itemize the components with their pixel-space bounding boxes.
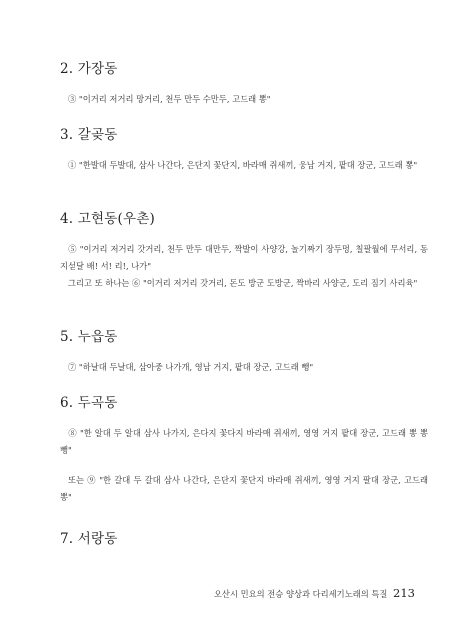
lyric-paragraph [60, 241, 428, 275]
section-heading: 3. 갈곶동 [60, 127, 118, 143]
section-dugok-dong [60, 394, 428, 506]
lyric-text: ① "한발대 두발대, 삼사 나간다, 은단지 꽃단지, 바라매 쥐새끼, 웅남 거지, 팥대 장군, 고드래 뽕" [68, 160, 418, 170]
section-gohyeon-dong [60, 210, 428, 292]
lyric-text: 또는 ⑨ "한 갈대 두 갈대 삼사 나간다, 은단지 꽃단지 바라매 쥐새끼, 영영 거지 팔대 장군, 고드래 뽕" [60, 475, 428, 502]
section-heading: 5. 누읍동 [60, 329, 118, 345]
lyric-text: ⑧ "한 알대 두 알대 삼사 나가지, 은다지 꽃다지 바라매 쥐새끼, 영영 거지 팥대 장군, 고드래 뽕 뽕 뺑" [60, 428, 428, 455]
running-title: 오산시 민요의 전승 양상과 다리세기노래의 특질 [213, 589, 388, 599]
section-heading: 4. 고현동(우촌) [60, 211, 155, 227]
lyric-paragraph [60, 359, 428, 376]
section-nueup-dong [60, 328, 428, 376]
lyric-text: ⑤ "이거리 저거리 갓거리, 천두 만두 대만두, 짝발이 사양강, 놀기짜기 장두멍, 칠팔월에 무서리, 동지섣달 배! 서! 리!, 나가" [60, 244, 428, 271]
lyric-text: ⑦ "하날대 두날대, 삼아중 나가개, 영남 거지, 팥대 장군, 고드래 뺑" [68, 362, 314, 372]
lyric-text: 그리고 또 하나는 ⑥ "이거리 저거리 갓거리, 돈도 방군 도방군, 짝바리 사양군, 도리 짐기 사리육" [68, 278, 418, 288]
lyric-paragraph [60, 91, 428, 108]
section-gajang-dong [60, 60, 428, 108]
section-seorang-dong [60, 530, 428, 548]
page-number: 213 [393, 586, 415, 600]
lyric-paragraph [60, 157, 428, 174]
section-heading: 6. 두곡동 [60, 395, 118, 411]
section-galgot-dong [60, 126, 428, 174]
lyric-text: ③ "이거리 저거리 망거리, 천두 만두 수만두, 고드래 뽕" [68, 94, 271, 104]
page-footer [214, 586, 415, 600]
lyric-paragraph [60, 425, 428, 459]
section-heading: 2. 가장동 [60, 61, 118, 77]
lyric-paragraph [60, 472, 428, 506]
lyric-paragraph [60, 275, 428, 292]
section-heading: 7. 서랑동 [60, 531, 118, 547]
